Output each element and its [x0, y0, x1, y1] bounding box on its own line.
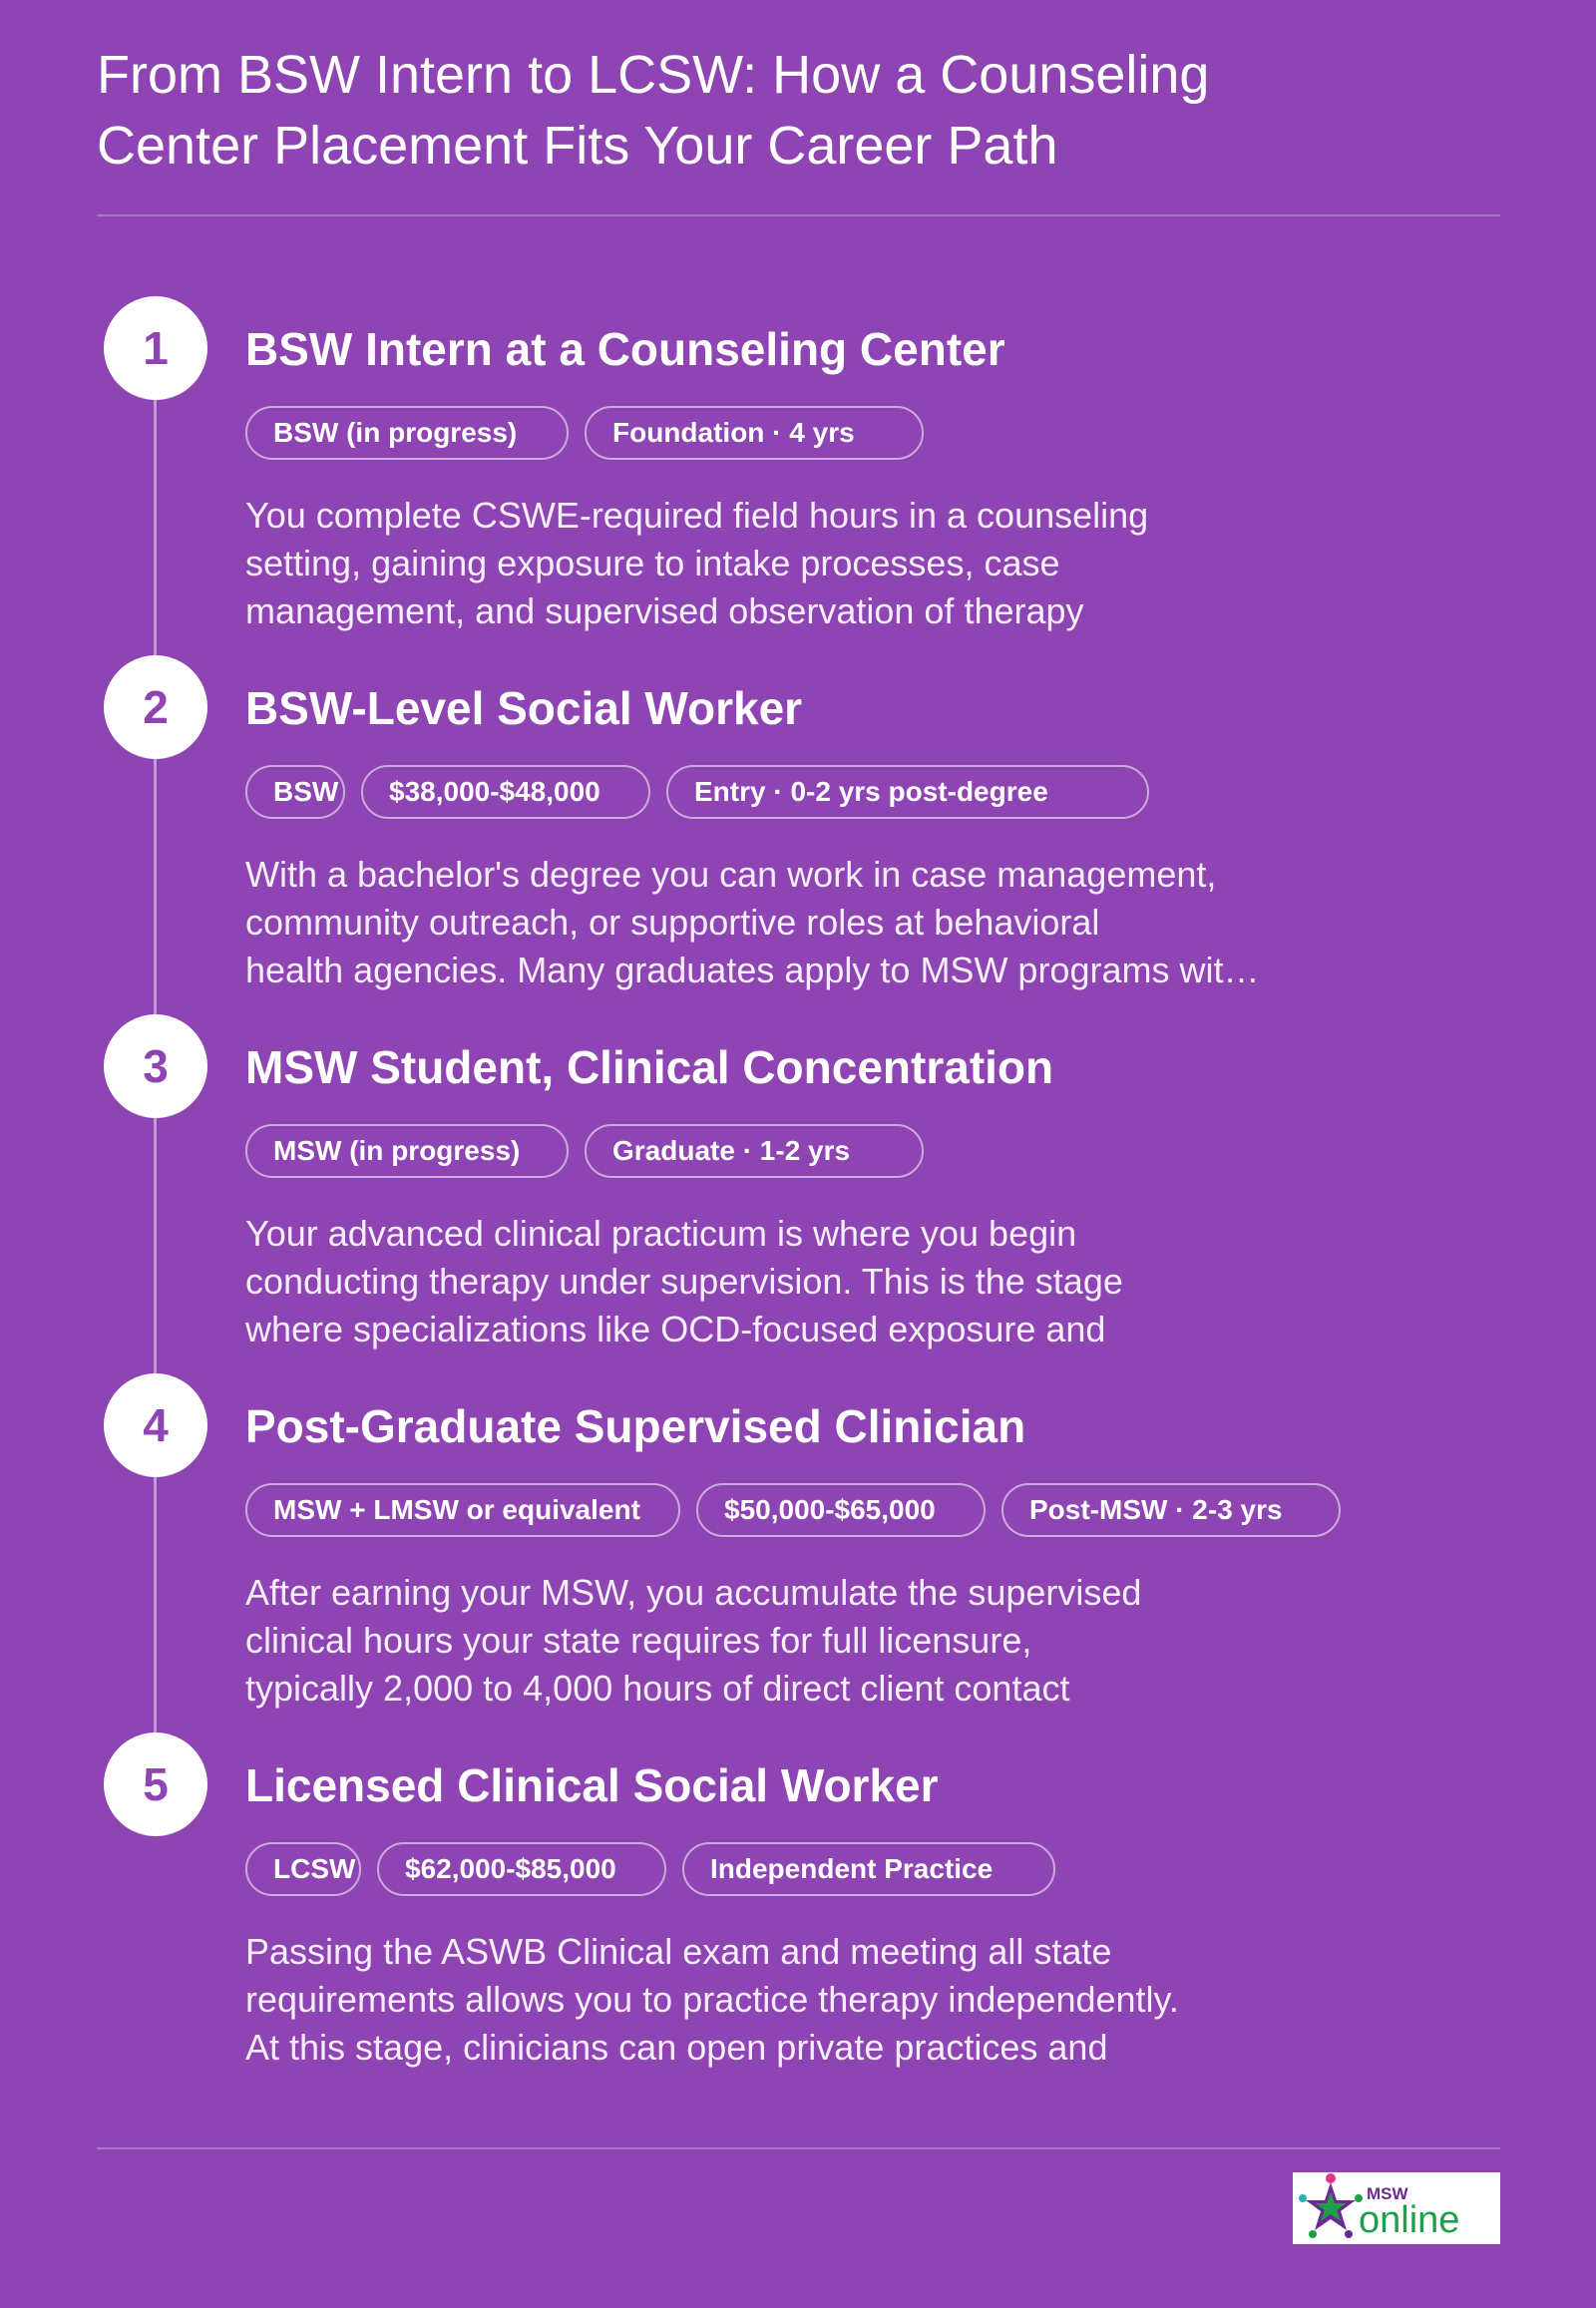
description-line: typically 2,000 to 4,000 hours of direct client contact — [245, 1668, 1070, 1709]
step-number-badge: 4 — [104, 1373, 207, 1477]
svg-text:online: online — [1359, 2199, 1460, 2241]
career-step-2 — [0, 655, 1596, 1014]
tag-salary: $50,000-$65,000 — [696, 1483, 986, 1537]
description-line: setting, gaining exposure to intake processes, case — [245, 543, 1060, 583]
step-number-badge: 5 — [104, 1732, 207, 1836]
step-description — [245, 492, 1333, 635]
svg-text:MSW: MSW — [1367, 2184, 1408, 2203]
tag-stage: Graduate · 1-2 yrs — [585, 1124, 924, 1178]
tag-degree: MSW + LMSW or equivalent — [245, 1483, 680, 1537]
step-title: BSW-Level Social Worker — [245, 682, 803, 734]
header-divider — [97, 214, 1500, 216]
description-line: clinical hours your state requires for full licensure, — [245, 1620, 1032, 1661]
tag-stage: Post-MSW · 2-3 yrs — [1001, 1483, 1341, 1537]
step-title: BSW Intern at a Counseling Center — [245, 323, 1005, 375]
description-line: At this stage, clinicians can open private practices and — [245, 2027, 1108, 2068]
tag-salary: $62,000-$85,000 — [377, 1842, 666, 1896]
step-title: Post-Graduate Supervised Clinician — [245, 1400, 1026, 1452]
career-step-5 — [0, 1732, 1596, 2092]
description-line: requirements allows you to practice therapy independently. — [245, 1979, 1179, 2020]
msw-online-logo — [1293, 2172, 1500, 2244]
page-title-line-2: Center Placement Fits Your Career Path — [97, 116, 1058, 176]
step-title: Licensed Clinical Social Worker — [245, 1759, 939, 1811]
msw-online-logo-mark — [1293, 2172, 1500, 2244]
tag-salary: $38,000-$48,000 — [361, 765, 650, 819]
step-description — [245, 1928, 1333, 2072]
tag-stage: Foundation · 4 yrs — [585, 406, 924, 460]
tag-stage: Entry · 0-2 yrs post-degree — [666, 765, 1149, 819]
step-title: MSW Student, Clinical Concentration — [245, 1041, 1054, 1093]
step-description — [245, 1210, 1333, 1353]
career-step-3 — [0, 1014, 1596, 1373]
career-step-4 — [0, 1373, 1596, 1732]
step-number-badge: 2 — [104, 655, 207, 759]
step-description — [245, 1569, 1333, 1713]
step-number-badge: 1 — [104, 296, 207, 400]
description-line: where specializations like OCD-focused exposure and — [245, 1309, 1106, 1349]
description-line: community outreach, or supportive roles at behavioral — [245, 902, 1100, 943]
footer-divider — [97, 2147, 1500, 2149]
tag-degree: BSW — [245, 765, 345, 819]
step-number-badge: 3 — [104, 1014, 207, 1118]
description-line: You complete CSWE-required field hours in a counseling — [245, 495, 1149, 536]
description-line: After earning your MSW, you accumulate the supervised — [245, 1572, 1142, 1613]
description-line: Passing the ASWB Clinical exam and meeting all state — [245, 1931, 1112, 1972]
description-line: Your advanced clinical practicum is where you begin — [245, 1213, 1077, 1254]
career-step-1 — [0, 296, 1596, 655]
tag-degree: LCSW — [245, 1842, 361, 1896]
step-description — [245, 851, 1333, 994]
tag-stage: Independent Practice — [682, 1842, 1055, 1896]
description-line: conducting therapy under supervision. This is the stage — [245, 1261, 1123, 1302]
page-title — [97, 40, 1394, 182]
description-line: health agencies. Many graduates apply to MSW programs wit… — [245, 950, 1260, 990]
description-line: With a bachelor's degree you can work in case management, — [245, 854, 1217, 895]
tag-degree: MSW (in progress) — [245, 1124, 569, 1178]
description-line: management, and supervised observation of therapy — [245, 590, 1084, 631]
tag-degree: BSW (in progress) — [245, 406, 569, 460]
page-title-line-1: From BSW Intern to LCSW: How a Counseling — [97, 45, 1210, 105]
